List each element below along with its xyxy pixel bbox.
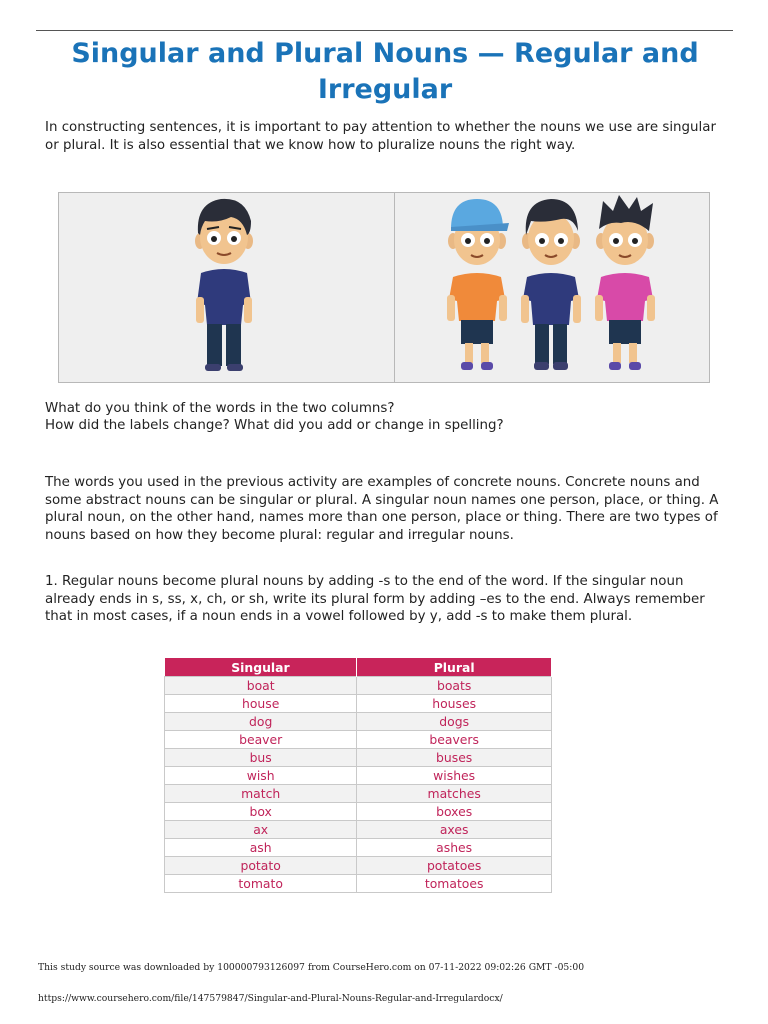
singular-cell: potato bbox=[165, 857, 357, 875]
table-row bbox=[165, 677, 552, 695]
plural-cell: tomatoes bbox=[357, 875, 552, 893]
singular-cell: boat bbox=[165, 677, 357, 695]
table-row bbox=[165, 731, 552, 749]
plural-cell: houses bbox=[357, 695, 552, 713]
page-title: Singular and Plural Nouns — Regular and Irregular bbox=[71, 38, 699, 105]
singular-cell: ax bbox=[165, 821, 357, 839]
table-row bbox=[165, 839, 552, 857]
plural-cell: potatoes bbox=[357, 857, 552, 875]
question-1: What do you think of the words in the two columns? bbox=[45, 401, 395, 416]
table-row bbox=[165, 803, 552, 821]
table-row bbox=[165, 821, 552, 839]
singular-cell: tomato bbox=[165, 875, 357, 893]
table-row bbox=[165, 875, 552, 893]
singular-plural-illustration bbox=[58, 192, 710, 383]
table-row bbox=[165, 785, 552, 803]
column-header-singular: Singular bbox=[165, 658, 357, 677]
plural-cell: matches bbox=[357, 785, 552, 803]
singular-cell: box bbox=[165, 803, 357, 821]
table-row bbox=[165, 749, 552, 767]
rule-1-paragraph: 1. Regular nouns become plural nouns by adding -s to the end of the word. If the singular noun already ends in s, ss, x, ch, or sh, write its plural form by adding –es to the end. Always remember that in most cases, if a noun ends in a vowel followed by y, add -s to make them plural. bbox=[45, 574, 705, 625]
plural-cell: wishes bbox=[357, 767, 552, 785]
singular-cell: beaver bbox=[165, 731, 357, 749]
single-boy-illustration bbox=[59, 193, 394, 382]
singular-cell: ash bbox=[165, 839, 357, 857]
intro-paragraph: In constructing sentences, it is important to pay attention to whether the nouns we use are singular or plural. It is also essential that we know how to pluralize nouns the right way. bbox=[45, 120, 716, 153]
singular-cell: bus bbox=[165, 749, 357, 767]
column-header-plural: Plural bbox=[357, 658, 552, 677]
plural-cell: boats bbox=[357, 677, 552, 695]
plural-cell: ashes bbox=[357, 839, 552, 857]
plural-boys-panel bbox=[395, 193, 709, 382]
table-row bbox=[165, 857, 552, 875]
singular-boy-panel bbox=[59, 193, 395, 382]
singular-cell: dog bbox=[165, 713, 357, 731]
plural-cell: boxes bbox=[357, 803, 552, 821]
question-2: How did the labels change? What did you add or change in spelling? bbox=[45, 418, 504, 433]
singular-cell: wish bbox=[165, 767, 357, 785]
table-row bbox=[165, 695, 552, 713]
singular-cell: match bbox=[165, 785, 357, 803]
table-row bbox=[165, 767, 552, 785]
plural-cell: dogs bbox=[357, 713, 552, 731]
source-url[interactable]: https://www.coursehero.com/file/147579847/Singular-and-Plural-Nouns-Regular-and-Irregulardocx/ bbox=[38, 993, 503, 1004]
top-rule bbox=[36, 30, 733, 31]
three-boys-illustration bbox=[395, 193, 709, 382]
table-header-row bbox=[165, 658, 552, 677]
singular-cell: house bbox=[165, 695, 357, 713]
plural-cell: buses bbox=[357, 749, 552, 767]
explanation-paragraph: The words you used in the previous activity are examples of concrete nouns. Concrete nouns and some abstract nouns can be singular or plural. A singular noun names one person, place, or thing. A plural noun, on the other hand, names more than one person, place or thing. There are two types of nouns based on how they become plural: regular and irregular nouns. bbox=[45, 475, 719, 543]
download-note: This study source was downloaded by 100000793126097 from CourseHero.com on 07-11-2022 09:02:26 GMT -05:00 bbox=[38, 962, 585, 973]
plural-cell: beavers bbox=[357, 731, 552, 749]
singular-plural-table bbox=[164, 658, 552, 893]
table-row bbox=[165, 713, 552, 731]
plural-cell: axes bbox=[357, 821, 552, 839]
